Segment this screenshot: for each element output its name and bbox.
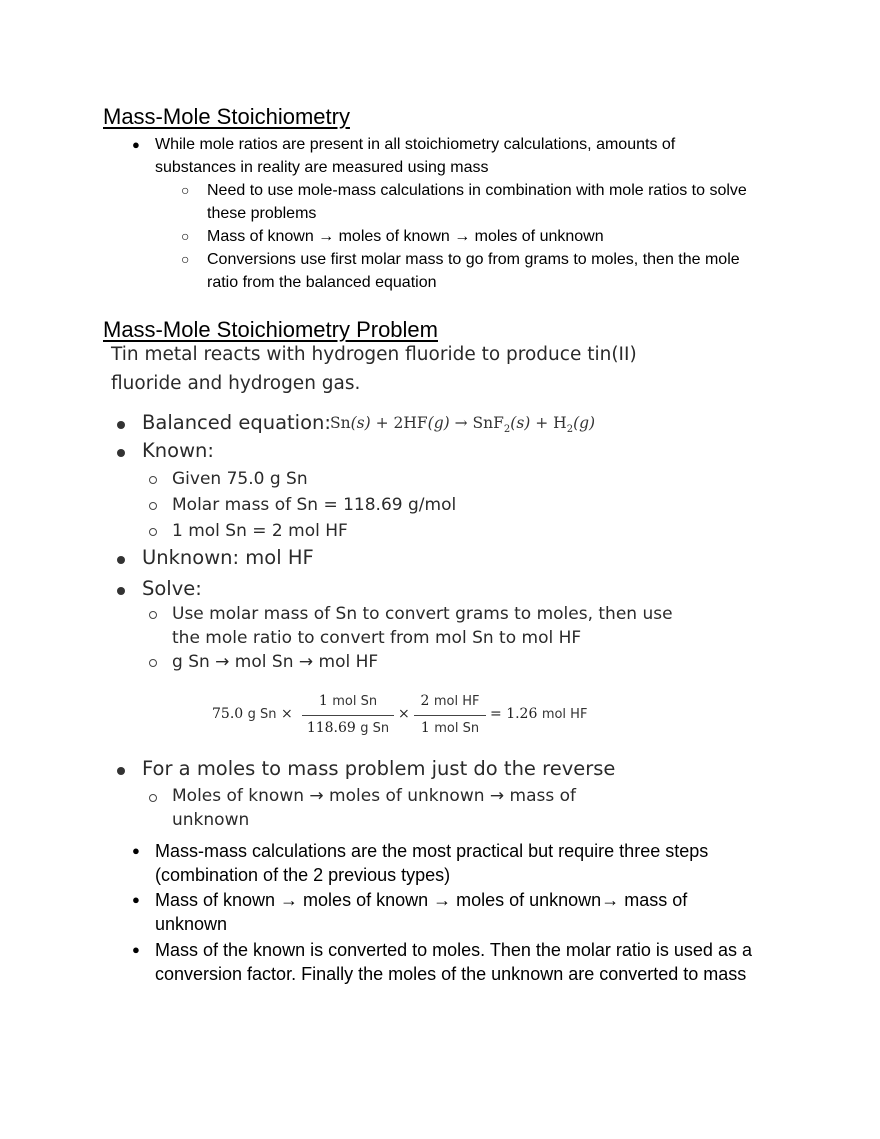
bullet-dot: ● <box>132 892 140 907</box>
bullet-dot: ● <box>132 843 140 858</box>
calc-start <box>212 706 293 722</box>
bullet-dot: ● <box>132 137 140 152</box>
bullet-dot <box>117 587 125 595</box>
calc-value: 1.26 <box>506 706 538 722</box>
fraction-bar <box>302 715 394 716</box>
known-item: Molar mass of Sn = 118.69 g/mol <box>172 495 457 515</box>
calc-unit: mol HF <box>433 694 480 709</box>
fraction-numerator <box>414 693 486 709</box>
calc-unit: mol HF <box>541 707 588 722</box>
times-sign: × <box>280 706 293 722</box>
eq-part: + 2HF <box>370 414 428 432</box>
calc-unit: mol Sn <box>434 721 480 736</box>
eq-subscript: 2 <box>566 424 574 435</box>
eq-part: (s) <box>510 414 531 432</box>
bullet-circle: ○ <box>181 228 190 244</box>
bullet-circle <box>149 659 157 667</box>
fraction-bar <box>414 715 486 716</box>
intro-line-1: Tin metal reacts with hydrogen fluoride to produce tin(II) <box>111 344 637 365</box>
intro-line-2: fluoride and hydrogen gas. <box>111 373 361 394</box>
paragraph-mass-conversion: Mass of the known is converted to moles. Then the molar ratio is used as a conversion factor. Finally the moles of the unknown are converted to mass <box>155 940 752 984</box>
bullet-circle <box>149 611 157 619</box>
eq-part: (s) <box>350 414 371 432</box>
known-item: 1 mol Sn = 2 mol HF <box>172 521 348 541</box>
section-heading-problem: Mass-Mole Stoichiometry Problem <box>103 317 438 342</box>
reverse-item-line-2: unknown <box>172 810 250 830</box>
solve-item-line-1: Use molar mass of Sn to convert grams to moles, then use <box>172 604 673 624</box>
fraction-numerator <box>302 693 394 709</box>
bullet-dot <box>117 421 125 429</box>
eq-part: Sn <box>330 414 351 432</box>
solve-label: Solve: <box>142 577 202 600</box>
bullet-circle <box>149 502 157 510</box>
bullet-circle: ○ <box>181 251 190 267</box>
unknown-label: Unknown: mol HF <box>142 546 314 569</box>
equals-sign: = <box>490 706 502 722</box>
bullet-dot: ● <box>132 942 140 957</box>
known-item: Given 75.0 g Sn <box>172 469 308 489</box>
calc-unit: g Sn <box>360 721 390 736</box>
bullet-circle <box>149 476 157 484</box>
eq-part: (g) <box>427 414 450 432</box>
calc-result <box>490 706 587 722</box>
bullet-circle <box>149 528 157 536</box>
paragraph-mole-ratios: While mole ratios are present in all stoichiometry calculations, amounts of substances in reality are measured using mass <box>155 136 676 176</box>
eq-part: → SnF <box>449 414 504 432</box>
calc-value: 2 <box>420 693 430 709</box>
times-sign: × <box>398 706 410 722</box>
bullet-dot <box>117 767 125 775</box>
eq-part: (g) <box>573 414 596 432</box>
calc-value: 118.69 <box>306 720 356 736</box>
problem-figure <box>108 344 673 832</box>
balanced-equation <box>330 414 596 435</box>
calc-value: 1 <box>318 693 328 709</box>
solve-item-line-2: the mole ratio to convert from mol Sn to mol HF <box>172 628 582 648</box>
calc-unit: mol Sn <box>332 694 378 709</box>
reverse-label: For a moles to mass problem just do the reverse <box>142 757 616 780</box>
bullet-circle: ○ <box>181 182 190 198</box>
eq-subscript: 2 <box>503 424 511 435</box>
paragraph-mass-mass: Mass-mass calculations are the most practical but require three steps (combination of the 2 previous types) <box>155 841 709 885</box>
fraction-denominator <box>302 720 394 736</box>
calc-value: 75.0 <box>212 706 244 722</box>
reverse-item-line-1: Moles of known → moles of unknown → mass of <box>172 786 577 806</box>
sub-item-conversions: Conversions use first molar mass to go from grams to moles, then the mole ratio from the balanced equation <box>207 251 740 291</box>
calc-value: 1 <box>420 720 430 736</box>
calc-unit: g Sn <box>247 707 277 722</box>
eq-part: + H <box>530 414 567 432</box>
known-label: Known: <box>142 439 214 462</box>
balanced-equation-label: Balanced equation: <box>142 411 331 434</box>
section-heading-mass-mole: Mass-Mole Stoichiometry <box>103 104 350 129</box>
fraction-denominator <box>414 720 486 736</box>
solve-item-2: g Sn → mol Sn → mol HF <box>172 652 379 672</box>
bullet-dot <box>117 449 125 457</box>
paragraph-mass-sequence: Mass of known → moles of known → moles of unknown→ mass of unknown <box>155 890 688 934</box>
sub-item-sequence: Mass of known → moles of known → moles of unknown <box>207 228 604 245</box>
bullet-circle <box>149 794 157 802</box>
bullet-dot <box>117 556 125 564</box>
sub-item-mole-mass: Need to use mole-mass calculations in combination with mole ratios to solve these problems <box>207 182 747 222</box>
